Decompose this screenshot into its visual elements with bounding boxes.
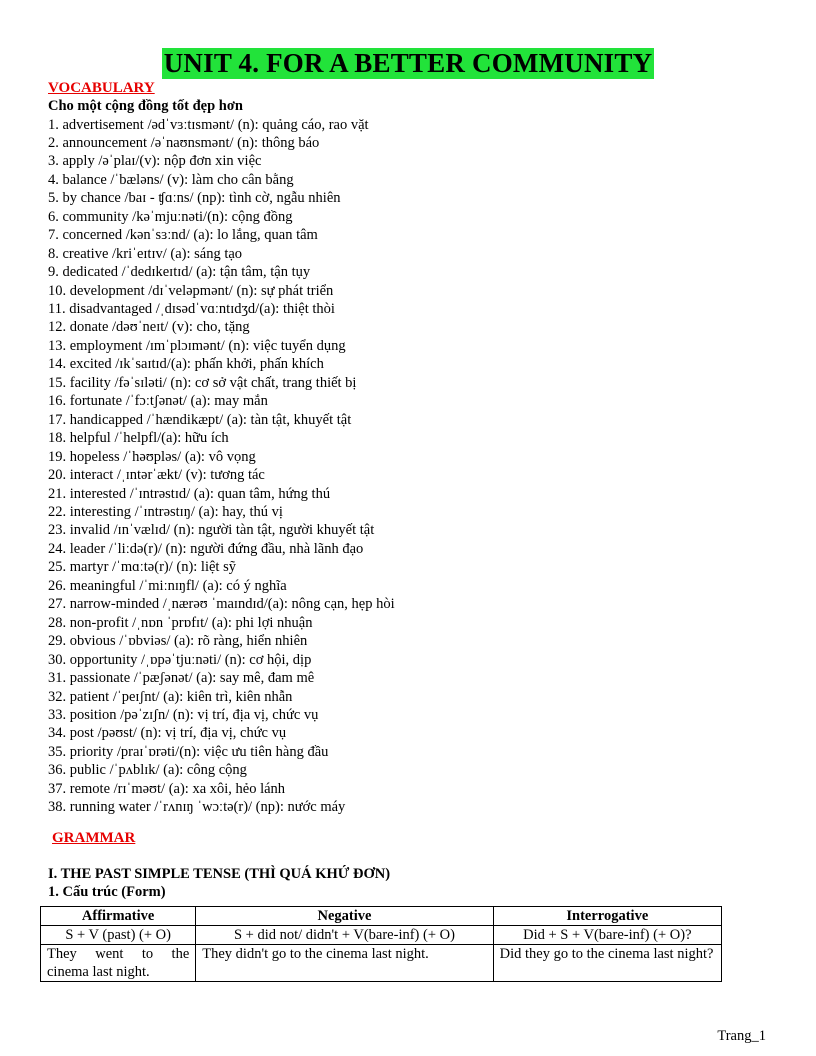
table-header-row: [41, 907, 722, 926]
vocabulary-item: 15. facility /fəˈsɪləti/ (n): cơ sở vật chất, trang thiết bị: [48, 374, 357, 391]
table-cell: S + did not/ didn't + V(bare-inf) (+ O): [196, 926, 493, 945]
vocabulary-item: 34. post /pəʊst/ (n): vị trí, địa vị, chức vụ: [48, 725, 287, 742]
vocabulary-item: 19. hopeless /ˈhəʊpləs/ (a): vô vọng: [48, 448, 256, 465]
vocabulary-item: 36. public /ˈpʌblɪk/ (a): công cộng: [48, 762, 247, 779]
vocabulary-item: 13. employment /ɪmˈplɔɪmənt/ (n): việc tuyển dụng: [48, 337, 346, 354]
vocabulary-item: 11. disadvantaged /ˌdɪsədˈvɑːntɪdʒd/(a): thiệt thòi: [48, 301, 335, 318]
vocabulary-list: [48, 116, 768, 817]
vocabulary-item: 3. apply /əˈplaɪ/(v): nộp đơn xin việc: [48, 153, 262, 170]
vocabulary-item: 16. fortunate /ˈfɔːtʃənət/ (a): may mắn: [48, 393, 268, 410]
vocabulary-item: 26. meaningful /ˈmiːnɪŋfl/ (a): có ý nghĩa: [48, 577, 287, 594]
table-cell: Did + S + V(bare-inf) (+ O)?: [493, 926, 721, 945]
grammar-section-title: I. THE PAST SIMPLE TENSE (THÌ QUÁ KHỨ ĐƠN): [48, 865, 391, 882]
vocabulary-item: 8. creative /kriˈeɪtɪv/ (a): sáng tạo: [48, 245, 243, 262]
vocabulary-item: 12. donate /dəʊˈneɪt/ (v): cho, tặng: [48, 319, 250, 336]
page-title: UNIT 4. FOR A BETTER COMMUNITY: [163, 48, 653, 78]
vocabulary-item: 27. narrow-minded /ˌnærəʊ ˈmaɪndɪd/(a): nông cạn, hẹp hòi: [48, 596, 395, 613]
vocabulary-item: 28. non-profit /ˌnɒn ˈprɒfɪt/ (a): phi lợi nhuận: [48, 614, 313, 631]
vocabulary-item: 37. remote /rɪˈməʊt/ (a): xa xôi, hẻo lánh: [48, 780, 286, 797]
table-row: [41, 945, 722, 982]
table-cell: S + V (past) (+ O): [41, 926, 196, 945]
vocabulary-item: 22. interesting /ˈɪntrəstɪŋ/ (a): hay, thú vị: [48, 504, 283, 521]
vocabulary-item: 7. concerned /kənˈsɜːnd/ (a): lo lắng, quan tâm: [48, 227, 318, 244]
vocabulary-item: 33. position /pəˈzɪʃn/ (n): vị trí, địa vị, chức vụ: [48, 707, 319, 723]
vocabulary-item: 35. priority /praɪˈɒrəti/(n): việc ưu tiên hàng đầu: [48, 743, 329, 760]
vocabulary-subtitle: Cho một cộng đồng tốt đẹp hơn: [48, 98, 243, 114]
table-cell: Did they go to the cinema last night?: [493, 945, 721, 982]
vocabulary-item: 20. interact /ˌɪntərˈækt/ (v): tương tác: [48, 467, 265, 484]
vocabulary-item: 4. balance /ˈbæləns/ (v): làm cho cân bằng: [48, 171, 294, 188]
table-cell: They didn't go to the cinema last night.: [196, 945, 493, 982]
main-content: [48, 79, 768, 901]
vocabulary-item: 2. announcement /əˈnaʊnsmənt/ (n): thông báo: [48, 134, 320, 151]
vocabulary-item: 32. patient /ˈpeɪʃnt/ (a): kiên trì, kiên nhẫn: [48, 688, 293, 705]
grammar-form-table: [40, 906, 722, 982]
table-header-cell: Affirmative: [41, 907, 196, 926]
vocabulary-item: 25. martyr /ˈmɑːtə(r)/ (n): liệt sỹ: [48, 559, 236, 576]
vocabulary-item: 29. obvious /ˈɒbviəs/ (a): rõ ràng, hiển nhiên: [48, 633, 308, 650]
vocabulary-item: 1. advertisement /ədˈvɜːtɪsmənt/ (n): quảng cáo, rao vặt: [48, 116, 369, 133]
vocabulary-item: 6. community /kəˈmjuːnəti/(n): cộng đồng: [48, 208, 293, 225]
vocabulary-item: 17. handicapped /ˈhændikæpt/ (a): tàn tật, khuyết tật: [48, 411, 352, 428]
vocabulary-item: 5. by chance /baɪ - ʧɑːns/ (np): tình cờ, ngẫu nhiên: [48, 190, 341, 207]
vocabulary-item: 9. dedicated /ˈdedɪkeɪtɪd/ (a): tận tâm, tận tụy: [48, 264, 311, 281]
vocabulary-item: 24. leader /ˈliːdə(r)/ (n): người đứng đầu, nhà lãnh đạo: [48, 540, 364, 557]
table-cell: They went to the cinema last night.: [41, 945, 196, 982]
page-number: Trang_1: [717, 1028, 766, 1044]
grammar-subtitle: 1. Cấu trúc (Form): [48, 883, 166, 900]
vocabulary-item: 23. invalid /ɪnˈvælɪd/ (n): người tàn tật, người khuyết tật: [48, 522, 375, 539]
vocabulary-item: 14. excited /ɪkˈsaɪtɪd/(a): phấn khởi, phấn khích: [48, 356, 324, 373]
table-header-cell: Interrogative: [493, 907, 721, 926]
vocabulary-item: 10. development /dɪˈveləpmənt/ (n): sự phát triển: [48, 282, 334, 299]
vocabulary-item: 30. opportunity /ˌɒpəˈtjuːnəti/ (n): cơ hội, dịp: [48, 651, 312, 668]
vocabulary-item: 18. helpful /ˈhelpfl/(a): hữu ích: [48, 430, 229, 447]
vocabulary-heading: VOCABULARY: [48, 80, 155, 96]
vocabulary-item: 31. passionate /ˈpæʃənət/ (a): say mê, đam mê: [48, 670, 315, 687]
table-row: [41, 926, 722, 945]
table-header-cell: Negative: [196, 907, 493, 926]
title-container: [0, 48, 816, 79]
vocabulary-item: 21. interested /ˈɪntrəstɪd/ (a): quan tâm, hứng thú: [48, 485, 331, 502]
vocabulary-item: 38. running water /ˈrʌnɪŋ ˈwɔːtə(r)/ (np): nước máy: [48, 799, 346, 816]
grammar-heading: GRAMMAR: [52, 829, 136, 846]
